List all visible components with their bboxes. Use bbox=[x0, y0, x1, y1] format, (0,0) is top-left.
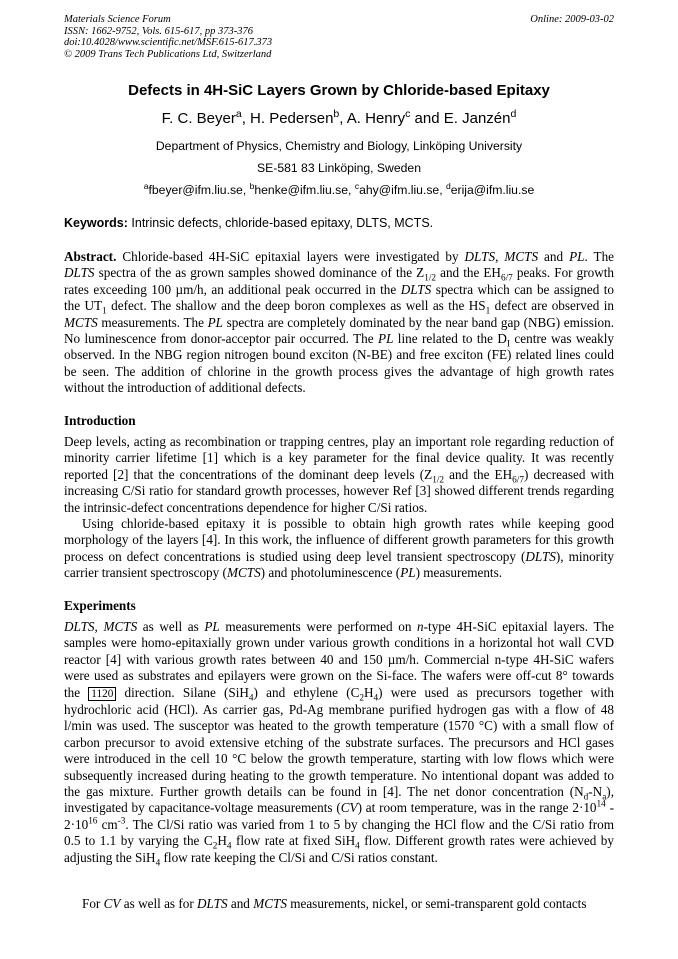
author-name: H. Pedersen bbox=[250, 110, 334, 127]
author-mark: d bbox=[510, 108, 517, 120]
keywords bbox=[64, 216, 433, 230]
keywords-text: Intrinsic defects, chloride-based epitaxy, DLTS, MCTS. bbox=[131, 216, 434, 230]
doi-line[interactable]: doi:10.4028/www.scientific.net/MSF.615-617.373 bbox=[64, 37, 273, 48]
online-date: Online: 2009-03-02 bbox=[530, 14, 614, 25]
email-mark: b bbox=[249, 180, 255, 191]
email-link[interactable]: fbeyer@ifm.liu.se bbox=[148, 183, 243, 197]
email-link[interactable]: erija@ifm.liu.se bbox=[450, 183, 535, 197]
author-mark: c bbox=[405, 108, 411, 120]
author-mark: a bbox=[235, 108, 242, 120]
abstract-paragraph: Abstract. Chloride-based 4H-SiC epitaxial layers were investigated by DLTS, MCTS and PL. The DLTS spectra of the as grown samples showed dominance of the $Z_{1/2}$ and the $EH_{6/7}$ peaks. For growth rates exceeding 100 µm/h, an additional peak occurred in the DLTS spectra which can be assigned to the $UT_1$ defect. The shallow and the deep boron complexes as well as the $HS_1$ defect are observed in MCTS measurements. The PL spectra are completely dominated by the near band gap (NBG) emission. No luminescence from donor-acceptor pair occurred. The PL line related to the $D_I$ centre was weakly observed. In the NBG region nitrogen bound exciton (N-BE) and free exciton (FE) related lines could be seen. The addition of chlorine in the growth process gives the advantage of high growth rates without the introduction of additional defects. bbox=[64, 249, 615, 396]
introduction-paragraph: Deep levels, acting as recombination or trapping centres, play an important role regarding reduction of minority carrier lifetime [1] which is a key parameter for the final device quality. It was recently reported [2] that the concentrations of the dominant deep levels ($Z_{1/2}$ and the $EH_{6/7}$) decreased with increasing C/Si ratio for standard growth processes, however Ref [3] showed different trends regarding the intrinsic-defect concentrations dependence for higher C/Si ratios. Using chloride-based epitaxy it is possible to obtain high growth rates while keeping good morphology of the layers [4]. In this work, the influence of different growth parameters for this growth process on defect concentrations is studied using deep level transient spectroscopy (DLTS), minority carrier transient spectroscopy (MCTS) and photoluminescence (PL) measurements. bbox=[64, 434, 614, 581]
email-mark: d bbox=[445, 180, 451, 191]
paper-title: Defects in 4H-SiC Layers Grown by Chloride-based Epitaxy bbox=[128, 82, 550, 99]
experiments-paragraph: DLTS, MCTS as well as PL measurements were performed on n-type 4H-SiC epitaxial layers. The samples were homo-epitaxially grown under various growth conditions in a horizontal hot wall CVD reactor [4] with various growth rates between 40 and 150 µm/h. Commercial n-type 4H-SiC wafers were used as substrates and epilayers were grown on the Si-face. The wafers were off-cut 8° towards the 1120 direction. Silane (SiH$_4$) and ethylene $(C_2H_4)$ were used as precursors together with hydrochloric acid (HCl). As carrier gas, Pd-Ag membrane purified hydrogen gas with a flow of 48 l/min was used. The susceptor was heated to the growth temperature (1570 °C) with a small flow of carbon precursor to avoid extensive etching of the substrate surfaces. The precursors and HCl gases were introduced in the cell 10 °C below the growth temperature, starting with low flows which were subsequently increased during heating to the growth temperature. No intentional dopant was added to the gas mixture. Further growth details can be found in [4]. The net donor concentration $(N_d-N_a)$, investigated by capacitance-voltage measurements (CV) at room temperature, was in the range $2\cdot 10^{14} - 2\cdot 10^{16}$ $cm^{-3}$. The Cl/Si ratio was varied from 1 to 5 by changing the HCl flow and the C/Si ratio from 0.5 to 1.1 by varying the $C_2H_4$ flow rate at fixed SiH$_4$ flow. Different growth rates were achieved by adjusting the SiH$_4$ flow rate keeping the Cl/Si and C/Si ratios constant. bbox=[64, 619, 615, 868]
email-mark: a bbox=[143, 180, 149, 191]
issn-line: ISSN: 1662-9752, Vols. 615-617, pp 373-376 bbox=[64, 25, 253, 37]
author-name: F. C. Beyer bbox=[161, 110, 236, 127]
author-name: E. Janzén bbox=[443, 110, 511, 127]
email-list: $^a$fbeyer@ifm.liu.se, $^b$henke@ifm.liu.se, $^c$ahy@ifm.liu.se, $^d$erija@ifm.liu.se bbox=[143, 180, 535, 197]
section-heading-introduction: Introduction bbox=[64, 413, 136, 428]
affiliation-address: SE-581 83 Linköping, Sweden bbox=[257, 161, 421, 175]
author-list: F. C. Beyer$^a$, H. Pedersen$^b$, A. Henry$^c$ and E. Janzén$^d$ bbox=[161, 108, 517, 127]
email-link[interactable]: henke@ifm.liu.se bbox=[254, 183, 349, 197]
email-mark: c bbox=[354, 180, 360, 191]
email-link[interactable]: ahy@ifm.liu.se bbox=[359, 183, 440, 197]
copyright-line: © 2009 Trans Tech Publications Ltd, Switzerland bbox=[64, 48, 272, 60]
author-mark: b bbox=[333, 108, 340, 120]
cv-paragraph: For CV as well as for DLTS and MCTS measurements, nickel, or semi-transparent gold contacts bbox=[82, 896, 587, 911]
affiliation-department: Department of Physics, Chemistry and Biology, Linköping University bbox=[155, 139, 523, 153]
keywords-label: Keywords: bbox=[64, 216, 128, 230]
section-heading-experiments: Experiments bbox=[64, 598, 136, 613]
journal-name: Materials Science Forum bbox=[64, 14, 171, 25]
author-name: A. Henry bbox=[346, 110, 406, 127]
abstract-label: Abstract. bbox=[64, 249, 117, 264]
page-header bbox=[64, 14, 614, 60]
